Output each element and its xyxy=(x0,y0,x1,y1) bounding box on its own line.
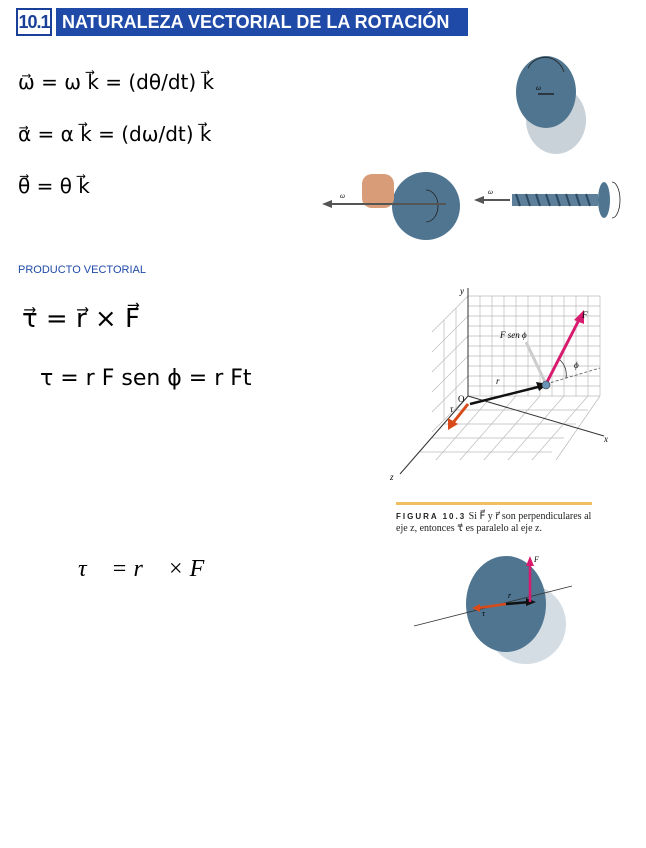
torque-3d-figure xyxy=(376,284,616,494)
r-label: r⃗ xyxy=(496,376,507,386)
figure-caption xyxy=(396,502,592,535)
axis-x-label: x xyxy=(604,434,608,444)
torque-vector-equation: τ⃗ = r⃗ × F⃗ xyxy=(22,304,140,334)
hand-image xyxy=(362,174,394,208)
r-vector xyxy=(470,386,542,404)
origin-label: O xyxy=(458,394,465,404)
theta-equation: θ⃗ = θ k⃗ xyxy=(18,174,90,198)
tau-label: τ⃗ xyxy=(450,404,461,414)
caption-label: FIGURA 10.3 xyxy=(396,512,467,521)
hand-disk-figure xyxy=(322,166,462,240)
axis-z-label: z xyxy=(390,472,394,482)
torque-magnitude-equation: τ = r F sen ϕ = r Ft xyxy=(40,366,252,391)
omega-label: ω⃗ xyxy=(536,84,547,92)
alpha-equation: α⃗ = α k⃗ = (dω/dt) k⃗ xyxy=(18,122,212,146)
fsen-label: F sen ϕ xyxy=(500,330,527,340)
f-label: F⃗ xyxy=(582,310,595,320)
section-number: 10.1 xyxy=(16,8,52,36)
phi-label: ϕ xyxy=(574,360,579,370)
bottom-disk-figure xyxy=(414,550,594,666)
svg-text:r⃗: r⃗ xyxy=(508,591,518,600)
axis-y-label: y xyxy=(460,286,464,296)
svg-text:ω⃗: ω⃗ xyxy=(340,192,351,200)
typeset-torque-equation: τ⃗ = r⃗ × F⃗ xyxy=(78,556,223,582)
svg-text:ω⃗: ω⃗ xyxy=(488,188,499,196)
omega-equation: ω⃗ = ω k⃗ = (dθ/dt) k⃗ xyxy=(18,70,215,94)
rotating-disk-figure xyxy=(508,48,608,158)
section-header xyxy=(16,8,468,36)
caption-text: Si F⃗ y r⃗ son perpendiculares al eje z, entonces τ⃗ es paralelo al eje z. xyxy=(396,511,592,534)
svg-text:τ⃗: τ⃗ xyxy=(482,609,492,618)
screw-figure xyxy=(474,176,624,226)
subheading: PRODUCTO VECTORIAL xyxy=(18,264,146,276)
svg-text:F⃗: F⃗ xyxy=(534,555,546,564)
f-vector xyxy=(546,318,580,384)
section-title: NATURALEZA VECTORIAL DE LA ROTACIÓN xyxy=(56,8,468,36)
particle xyxy=(542,381,550,389)
